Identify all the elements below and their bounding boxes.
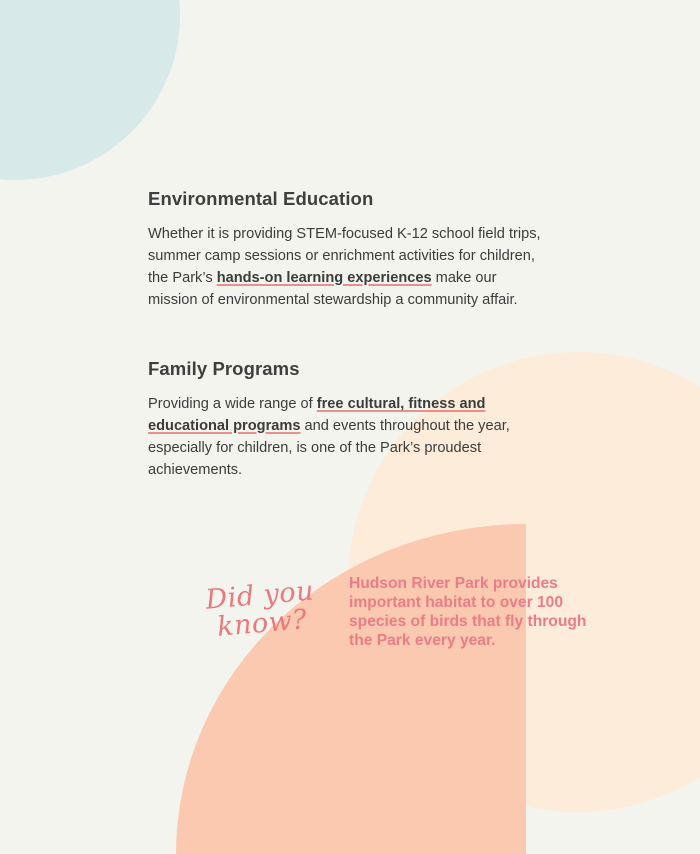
family-programs-section: [148, 358, 548, 481]
family-text-before: Providing a wide range of: [148, 396, 317, 412]
family-programs-heading: Family Programs: [148, 358, 300, 379]
did-you-know-fact: Hudson River Park provides important habitat to over 100 species of birds that fly through the Park every year.: [349, 575, 587, 649]
environmental-text-after: make our mission of environmental stewardship a community affair.: [148, 270, 518, 308]
decorative-blue-circle: [0, 0, 180, 180]
environmental-education-heading: Environmental Education: [148, 188, 374, 209]
free-programs-link[interactable]: free cultural, fitness and educational programs: [148, 396, 486, 434]
environmental-education-text: [148, 223, 548, 311]
family-text-after: and events throughout the year, especially for children, is one of the Park’s proudest achievements.: [148, 418, 510, 478]
environmental-text-before: Whether it is providing STEM-focused K-12 school field trips, summer camp sessions or enrichment activities for children, the Park’s: [148, 226, 541, 286]
environmental-education-section: [148, 188, 548, 311]
hands-on-learning-link[interactable]: hands-on learning experiences: [216, 270, 432, 286]
did-you-know-label: Did you know?: [204, 575, 316, 643]
family-programs-text: [148, 393, 548, 481]
